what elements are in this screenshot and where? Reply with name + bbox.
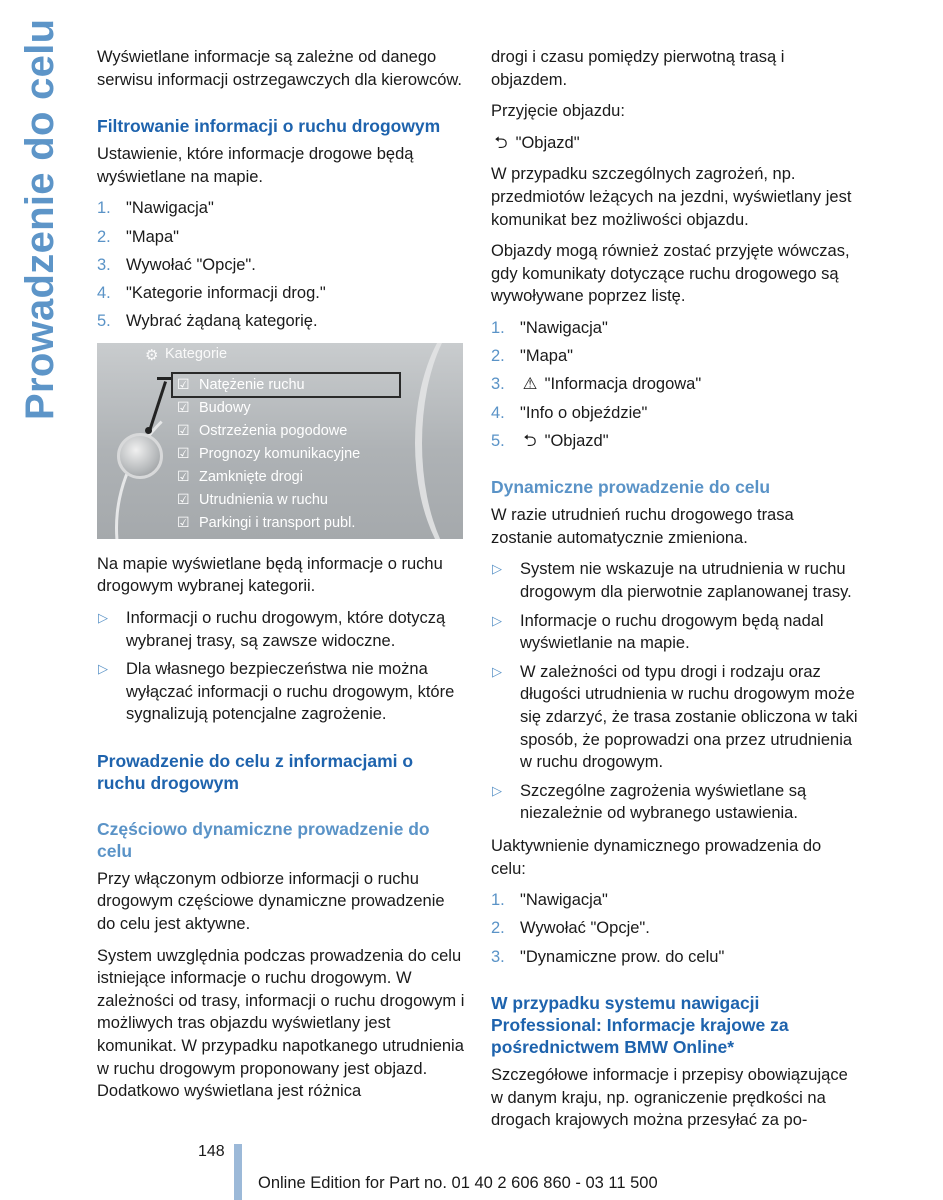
step-text: "Kategorie informacji drog." (126, 283, 326, 302)
warning-triangle-icon: ⚠ (522, 375, 538, 394)
pointer-dot (145, 427, 152, 434)
list-paragraph: Objazdy mogą również zostać przyjęte wówczas, gdy komunikaty dotyczące ruchu drogowego są wywoływane poprzez listę. (491, 242, 850, 306)
list-item (97, 310, 465, 333)
detour-text: "Objazd" (515, 133, 580, 152)
checkbox-icon: ☑ (177, 421, 190, 438)
bullet-triangle-icon: ▷ (98, 609, 108, 625)
activate-steps-list (491, 889, 859, 968)
step-number: 2. (97, 227, 111, 246)
category-label: Budowy (199, 399, 251, 416)
list-item (97, 282, 465, 305)
checkbox-icon: ☑ (177, 375, 190, 392)
list-item (491, 917, 859, 940)
dynamic-paragraph: W razie utrudnień ruchu drogowego trasa zostanie automatycznie zmieniona. (491, 506, 794, 547)
step-number: 3. (97, 255, 111, 274)
heading-partial-dynamic: Częściowo dynamiczne prowadzenie do celu (97, 818, 430, 861)
checkbox-icon: ☑ (177, 513, 190, 530)
category-item[interactable] (177, 396, 360, 419)
activate-paragraph: Uaktywnienie dynamicznego prowadzenia do celu: (491, 837, 822, 878)
step-text: Wybrać żądaną kategorię. (126, 312, 318, 331)
list-item (491, 661, 859, 774)
dynamic-bullets (491, 558, 859, 825)
page-number: 148 (198, 1143, 225, 1160)
bullet-text: Szczególne zagrożenia wyświetlane są niezależnie od wybranego ustawienia. (520, 781, 807, 823)
list-item (97, 607, 465, 652)
heading-dynamic: Dynamiczne prowadzenie do celu (491, 477, 771, 498)
filter-steps-list (97, 197, 465, 332)
step-text: "Nawigacja" (126, 199, 214, 218)
bullet-triangle-icon: ▷ (492, 561, 502, 577)
bullet-text: Informacje o ruchu drogowym będą nadal wyświetlanie na mapie. (520, 611, 824, 653)
step-text: "Mapa" (520, 347, 573, 366)
list-item (491, 402, 859, 425)
screen-header: Kategorie (165, 345, 228, 362)
map-paragraph: Na mapie wyświetlane będą informacje o ruchu drogowym wybranej kategorii. (97, 554, 443, 596)
bullet-text: W zależności od typu drogi i rodzaju oraz długości utrudnienia w ruchu drogowym może się zdarzyć, że trasa zostanie obliczona w taki sposób, że poprowadzi ona przez utrudnienia w ruchu drogowym. (520, 662, 858, 772)
pointer-line (157, 377, 171, 380)
category-list (177, 373, 360, 534)
step-number: 1. (491, 318, 505, 337)
controller-knob-icon (117, 433, 163, 479)
list-item (491, 780, 859, 825)
list-item (491, 430, 859, 453)
map-bullets (97, 607, 465, 726)
step-number: 5. (491, 431, 505, 450)
category-label: Zamknięte drogi (199, 468, 303, 485)
settings-traffic-icon: ⚙ (145, 346, 159, 364)
step-text: "Objazd" (544, 431, 609, 450)
step-number: 2. (491, 347, 505, 366)
category-item[interactable] (177, 465, 360, 488)
category-label: Parkingi i transport publ. (199, 514, 356, 531)
step-number: 1. (97, 199, 111, 218)
step-text: "Nawigacja" (520, 318, 608, 337)
list-item (491, 373, 859, 396)
bullet-triangle-icon: ▷ (492, 782, 502, 798)
step-text: Wywołać "Opcje". (126, 255, 256, 274)
checkbox-icon: ☑ (177, 444, 190, 461)
step-text: "Mapa" (126, 227, 179, 246)
step-number: 3. (491, 375, 505, 394)
list-item (491, 946, 859, 969)
category-item[interactable] (177, 511, 360, 534)
idrive-screen-image (97, 343, 463, 539)
step-text: "Nawigacja" (520, 891, 608, 910)
step-text: "Informacja drogowa" (544, 375, 702, 394)
category-label: Natężenie ruchu (199, 376, 305, 393)
list-item (97, 197, 465, 220)
category-label: Prognozy komunikacyjne (199, 445, 361, 462)
bullet-text: Informacji o ruchu drogowym, które dotyczą wybranej trasy, są zawsze widoczne. (126, 608, 446, 650)
list-item (491, 610, 859, 655)
chapter-side-title: Prowadzenie do celu (18, 18, 62, 420)
detour-arrow-icon: ⮌ (523, 431, 537, 450)
heading-professional: W przypadku systemu nawigacji Professional: Informacje krajowe za pośrednictwem BMW Online* (491, 993, 789, 1058)
heading-guidance: Prowadzenie do celu z informacjami o ruchu drogowym (97, 750, 414, 793)
list-item (97, 226, 465, 249)
bullet-triangle-icon: ▷ (492, 663, 502, 679)
checkbox-icon: ☑ (177, 490, 190, 507)
category-label: Utrudnienia w ruchu (199, 491, 328, 508)
bullet-triangle-icon: ▷ (492, 612, 502, 628)
bullet-triangle-icon: ▷ (98, 661, 108, 677)
step-number: 1. (491, 891, 505, 910)
list-item (491, 889, 859, 912)
step-number: 4. (97, 283, 111, 302)
heading-filter: Filtrowanie informacji o ruchu drogowym (97, 116, 441, 137)
detour-line (491, 132, 859, 155)
footer-divider (234, 1144, 242, 1200)
bullet-text: System nie wskazuje na utrudnienia w ruchu drogowym dla pierwotnie zaplanowanej trasy. (520, 560, 852, 602)
category-item[interactable] (177, 373, 360, 396)
partial-paragraph-2: System uwzględnia podczas prowadzenia do celu istniejące informacje o ruchu drogowym. W zależności od trasy, informacji o ruchu drogowym i możliwych tras objazdu wyświetlany jest komunikat. W przypadku napotkanego utrudnienia w ruchu drogowym proponowany jest objazd. Dodatkowo wyświetlana jest różnica (97, 946, 465, 1101)
step-number: 4. (491, 403, 505, 422)
checkbox-icon: ☑ (177, 467, 190, 484)
step-text: "Info o objeździe" (520, 403, 648, 422)
left-column (97, 46, 465, 1112)
checkbox-icon: ☑ (177, 398, 190, 415)
detour-arrow-icon: ⮌ (494, 133, 508, 152)
list-item (97, 658, 465, 726)
accept-label: Przyjęcie objazdu: (491, 102, 625, 121)
intro-paragraph: Wyświetlane informacje są zależne od danego serwisu informacji ostrzegawczych dla kierowców. (97, 48, 462, 89)
category-label: Ostrzeżenia pogodowe (199, 422, 348, 439)
special-paragraph: W przypadku szczególnych zagrożeń, np. przedmiotów leżących na jezdni, wyświetlany jest komunikat bez możliwości objazdu. (491, 165, 852, 229)
list-item (491, 558, 859, 603)
step-text: Wywołać "Opcje". (520, 919, 650, 938)
step-number: 2. (491, 919, 505, 938)
filter-paragraph: Ustawienie, które informacje drogowe będą wyświetlane na mapie. (97, 145, 414, 186)
right-column (491, 46, 859, 1141)
category-item[interactable] (177, 442, 360, 465)
continuation-paragraph: drogi i czasu pomiędzy pierwotną trasą i objazdem. (491, 48, 785, 89)
category-item[interactable] (177, 419, 360, 442)
list-item (491, 345, 859, 368)
bullet-text: Dla własnego bezpieczeństwa nie można wyłączać informacji o ruchu drogowym, które sygnalizują potencjalne zagrożenie. (126, 660, 455, 724)
step-number: 5. (97, 312, 111, 331)
edition-footer: Online Edition for Part no. 01 40 2 606 860 - 03 11 500 (258, 1174, 658, 1192)
list-item (97, 254, 465, 277)
step-text: "Dynamiczne prow. do celu" (520, 947, 725, 966)
category-item[interactable] (177, 488, 360, 511)
professional-paragraph: Szczegółowe informacje i przepisy obowiązujące w danym kraju, np. ograniczenie prędkości na drogach krajowych można przesyłać za po- (491, 1066, 848, 1130)
list-item (491, 317, 859, 340)
partial-paragraph-1: Przy włączonym odbiorze informacji o ruchu drogowym częściowe dynamiczne prowadzenie do celu jest aktywne. (97, 869, 445, 934)
step-number: 3. (491, 947, 505, 966)
detour-steps-list (491, 317, 859, 452)
